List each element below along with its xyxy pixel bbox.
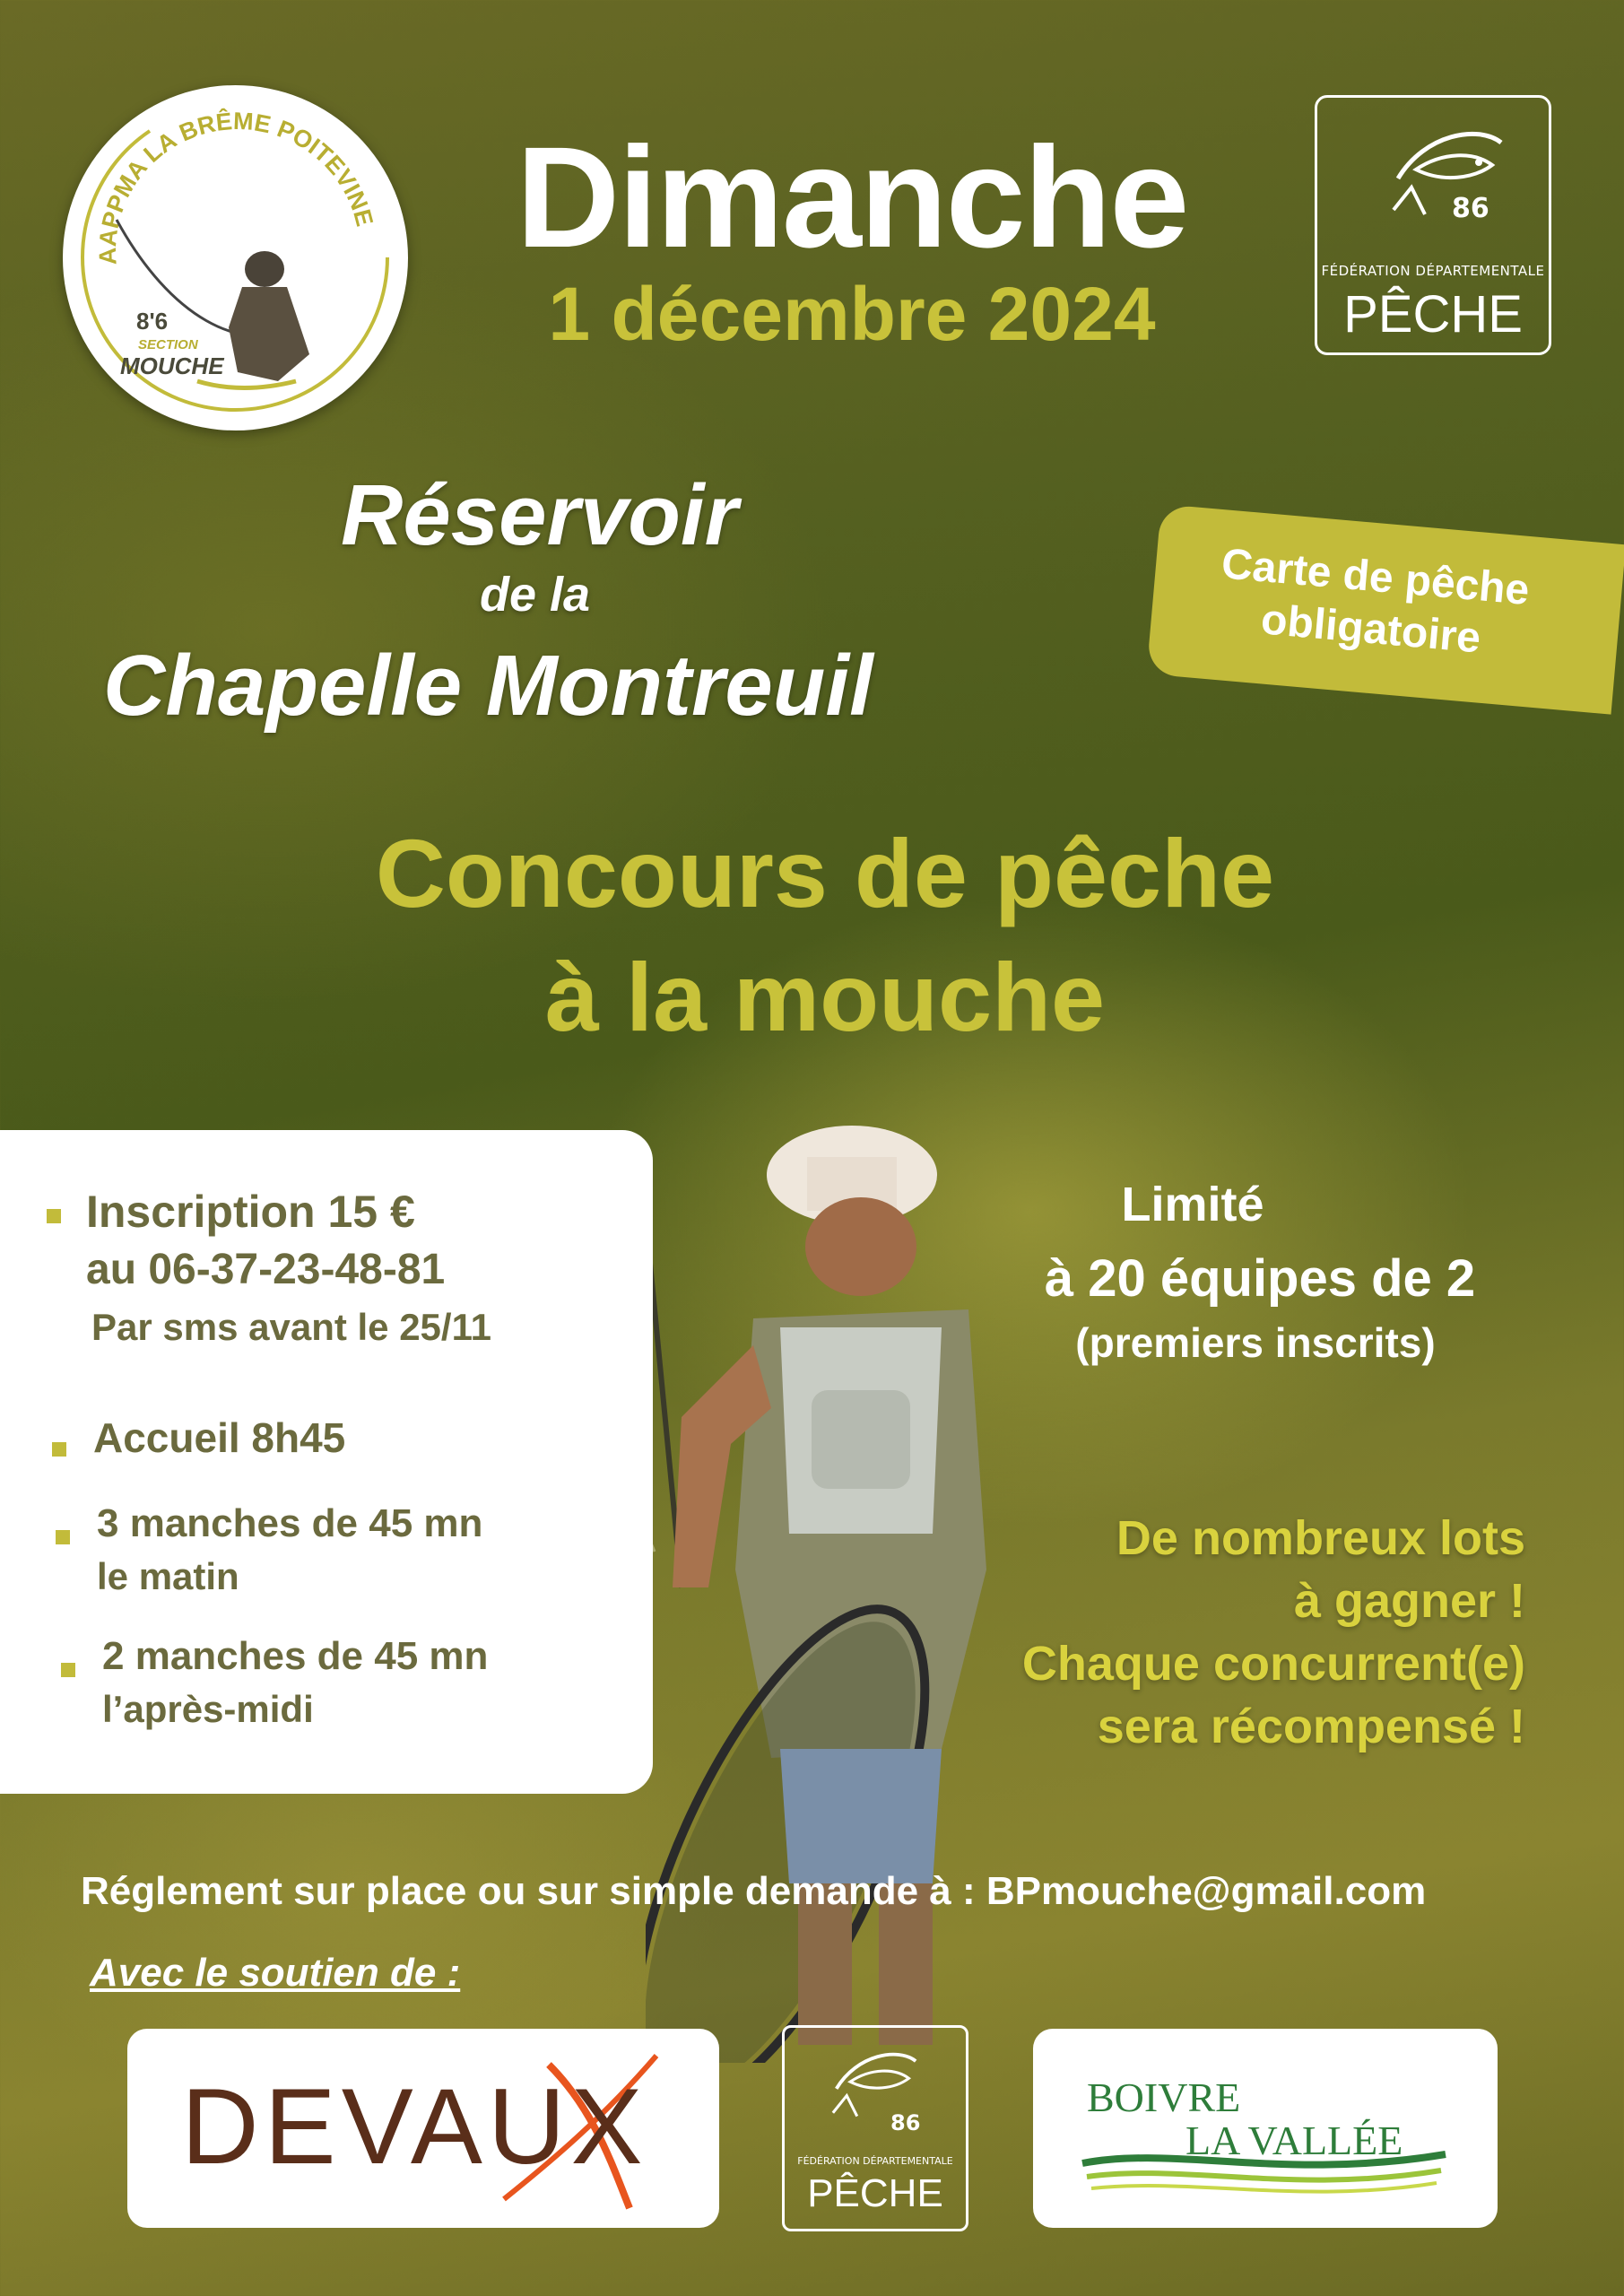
devaux-logo [127,2029,719,2228]
contest-title-line-2: à la mouche [544,943,1106,1051]
devaux-name: DEVAUX [181,2066,648,2187]
morning-line-2: le matin [97,1555,239,1597]
registration-line-3: Par sms avant le 25/11 [91,1306,491,1348]
club-logo [63,85,408,430]
club-number: 8'6 [136,308,169,335]
rules-contact: Réglement sur place ou sur simple demande à : BPmouche@gmail.com [81,1869,1427,1913]
license-line-2: obligatoire [1259,596,1483,663]
sponsor-federation-number: 86 [890,2110,921,2135]
prizes-text [898,1507,1525,1758]
prizes-line-3: Chaque concurrent(e) [1021,1637,1525,1691]
registration-line-2: au 06-37-23-48-81 [86,1246,446,1293]
boivre-logo [1033,2029,1498,2228]
morning-line-1: 3 manches de 45 mn [97,1501,483,1545]
limit-line-3: (premiers inscrits) [1075,1319,1436,1366]
boivre-line-1: BOIVRE [1087,2074,1241,2120]
venue-line-2: de la [480,568,591,622]
boivre-line-2: LA VALLÉE [1185,2118,1403,2163]
sponsor-federation-title: PÊCHE [807,2171,943,2215]
federation-logo [1315,95,1551,355]
sponsor-devaux [127,2029,719,2228]
event-date: 1 décembre 2024 [548,272,1156,356]
bullet-icon [61,1663,75,1677]
prizes-line-1: De nombreux lots [1116,1511,1525,1565]
venue-line-1: Réservoir [341,467,738,563]
venue-line-3: Chapelle Montreuil [103,638,873,734]
federation-subtitle: FÉDÉRATION DÉPARTEMENTALE [1321,263,1545,279]
club-name: MOUCHE [120,352,224,379]
event-day: Dimanche [516,117,1188,277]
afternoon-line-1: 2 manches de 45 mn [102,1634,489,1678]
federation-title: PÊCHE [1343,285,1523,344]
bullet-icon [56,1530,70,1544]
welcome-time: Accueil 8h45 [93,1414,346,1461]
bullet-icon [47,1209,61,1223]
registration-line-1: Inscription 15 € [86,1187,415,1237]
license-line-1: Carte de pêche [1220,540,1532,615]
svg-text:AAPPMA LA BRÊME POITEVINE [94,107,378,265]
sponsor-boivre-la-vallee [1033,2029,1498,2228]
limit-line-1: Limité [1121,1178,1264,1231]
license-required-badge [1146,504,1624,715]
info-panel [0,1130,653,1794]
support-heading: Avec le soutien de : [90,1951,461,1995]
contest-title-line-1: Concours de pêche [375,819,1275,927]
limit-line-2: à 20 équipes de 2 [1044,1249,1476,1308]
bullet-icon [52,1442,66,1457]
prizes-line-2: à gagner ! [1293,1574,1525,1628]
club-section: SECTION [138,337,198,352]
sponsor-federation [782,2025,968,2231]
club-arc-text: AAPPMA LA BRÊME POITEVINE [93,107,378,265]
prizes-line-4: sera récompensé ! [1097,1700,1525,1753]
federation-number: 86 [1452,193,1489,224]
club-logo-graphic [63,85,408,430]
afternoon-line-2: l’après-midi [102,1688,314,1730]
sponsor-federation-subtitle: FÉDÉRATION DÉPARTEMENTALE [797,2155,953,2167]
